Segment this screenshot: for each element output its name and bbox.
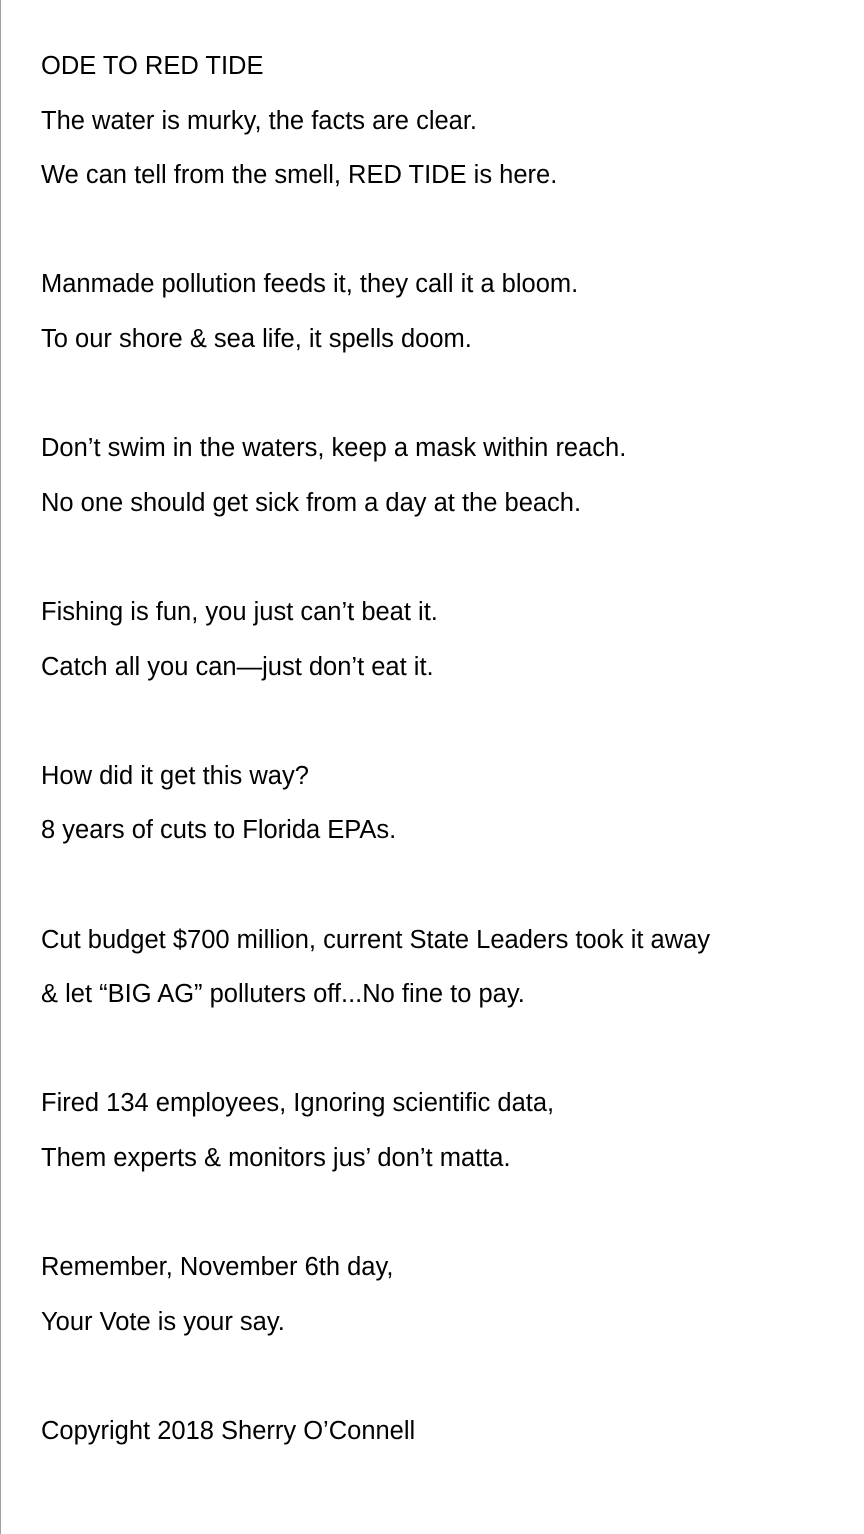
poem-title: ODE TO RED TIDE [41,52,264,80]
stanza-break [41,699,856,754]
poem-line: Fishing is fun, you just can’t beat it. [41,597,438,626]
stanza-break [41,1027,856,1082]
poem-line: Don’t swim in the waters, keep a mask within reach. [41,434,627,463]
stanza-break [41,372,856,427]
poem-line: To our shore & sea life, it spells doom. [41,324,472,353]
poem-line: We can tell from the smell, RED TIDE is here. [41,161,558,190]
poem-line: The water is murky, the facts are clear. [41,106,478,135]
poem-line: & let “BIG AG” polluters off...No fine to pay. [41,980,525,1009]
stanza-break [41,1354,856,1409]
poem-line: Fired 134 employees, Ignoring scientific data, [41,1089,555,1118]
poem-line: Them experts & monitors jus’ don’t matta. [41,1143,511,1172]
poem-line: How did it get this way? [41,761,309,790]
poem-line: 8 years of cuts to Florida EPAs. [41,816,397,845]
poem-line: Your Vote is your say. [41,1307,285,1336]
poem-line: Cut budget $700 million, current State Leaders took it away [41,925,711,954]
stanza-break [41,535,856,590]
poem-line: Remember, November 6th day, [41,1253,394,1282]
stanza-break [41,208,856,263]
poem-body [41,44,856,1463]
stanza-break [41,863,856,918]
stanza-break [41,1190,856,1245]
poem-line: No one should get sick from a day at the beach. [41,488,582,517]
poem-line: Manmade pollution feeds it, they call it a bloom. [41,270,579,299]
poem-line: Catch all you can—just don’t eat it. [41,652,434,681]
copyright-line: Copyright 2018 Sherry O’Connell [41,1416,416,1445]
